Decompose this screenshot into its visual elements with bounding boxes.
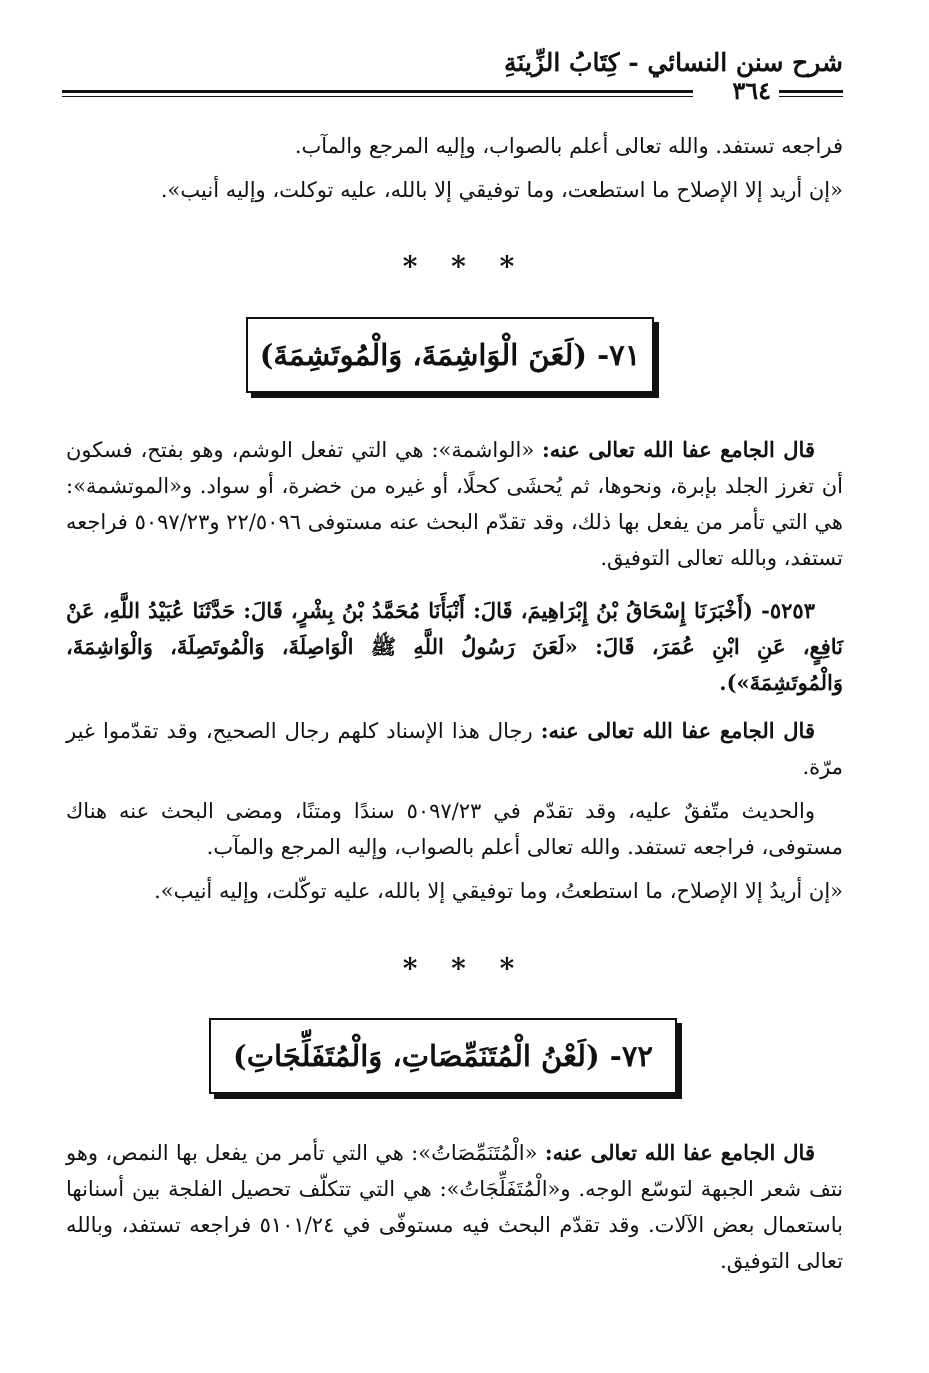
star-divider-1: * * * (402, 250, 527, 283)
paragraph-3-body: «الواشمة»: هي التي تفعل الوشم، وهو بفتح، فسكون أن تغرز الجلد بإبرة، ونحوها، ثم يُحشَى كحلًا، أو غيره من خضرة، أو سواد. و«الموتشمة»: هي التي تأمر من يفعل بها ذلك، وقد تقدّم البحث عنه مستوفى ٢٢/٥٠٩٦ و٥٠٩٧/٢٣ فراجعه تستفد، وبالله تعالى التوفيق. (66, 438, 843, 570)
paragraph-5 (66, 713, 843, 785)
page-number: ٣٦٤ (732, 76, 771, 105)
hadith-5253: ٥٢٥٣- (أَخْبَرَنَا إِسْحَاقُ بْنُ إِبْرَاهِيمَ، قَالَ: أَنْبَأَنَا مُحَمَّدُ بْنُ بِشْرٍ، قَالَ: حَدَّثَنَا عُبَيْدُ اللَّهِ، عَنْ نَافِعٍ، عَنِ ابْنِ عُمَرَ، قَالَ: «لَعَنَ رَسُولُ اللَّهِ ﷺ الْوَاصِلَةَ، وَالْمُوتَصِلَةَ، وَالْوَاشِمَةَ، وَالْمُوتَشِمَةَ»). (66, 598, 843, 695)
running-header (62, 48, 843, 108)
paragraph-3-lead: قال الجامع عفا الله تعالى عنه: (542, 437, 815, 462)
paragraph-1: فراجعه تستفد. والله تعالى أعلم بالصواب، وإليه المرجع والمآب. (294, 134, 843, 158)
paragraph-5-lead: قال الجامع عفا الله تعالى عنه: (540, 718, 815, 743)
paragraph-8 (66, 1135, 843, 1279)
header-title: شرح سنن النسائي - كِتَابُ الزِّينَةِ (504, 48, 843, 77)
paragraph-8-body: «الْمُتَنَمِّصَاتُ»: هي التي تأمر من يفعل بها النمص، وهو نتف شعر الجبهة لتوسّع الوجه. و«الْمُتَفَلِّجَاتُ»: هي التي تتكلّف تحصيل الفلجة بين أسنانها باستعمال بعض الآلات. وقد تقدّم البحث فيه مستوفّى في ٥١٠١/٢٤ فراجعه تستفد، وبالله تعالى التوفيق. (66, 1141, 843, 1273)
paragraph-3 (66, 432, 843, 576)
header-rules (62, 76, 843, 105)
paragraph-7: «إن أريدُ إلا الإصلاح، ما استطعتُ، وما توفيقي إلا بالله، عليه توكّلت، وإليه أنيب». (154, 879, 843, 903)
header-rule-long (62, 90, 693, 97)
star-divider-2: * * * (402, 952, 527, 985)
chapter-heading-72: ٧٢- (لَعْنُ الْمُتَنَمِّصَاتِ، وَالْمُتَفَلِّجَاتِ) (209, 1018, 677, 1094)
paragraph-2: «إن أريد إلا الإصلاح ما استطعت، وما توفيقي إلا بالله، عليه توكلت، وإليه أنيب». (160, 178, 843, 202)
paragraph-6: والحديث متّفقٌ عليه، وقد تقدّم في ٥٠٩٧/٢٣ سندًا ومتنًا، ومضى البحث عنه هناك مستوفى، فراجعه تستفد. والله تعالى أعلم بالصواب، وإليه المرجع والمآب. (66, 799, 843, 859)
paragraph-8-lead: قال الجامع عفا الله تعالى عنه: (544, 1140, 815, 1165)
header-rule-short (779, 90, 843, 97)
chapter-heading-71: ٧١- (لَعَنَ الْوَاشِمَةَ، وَالْمُوتَشِمَةَ) (246, 317, 654, 393)
paragraph-5-body: رجال هذا الإسناد كلهم رجال الصحيح، وقد تقدّموا غير مرّة. (66, 719, 843, 779)
